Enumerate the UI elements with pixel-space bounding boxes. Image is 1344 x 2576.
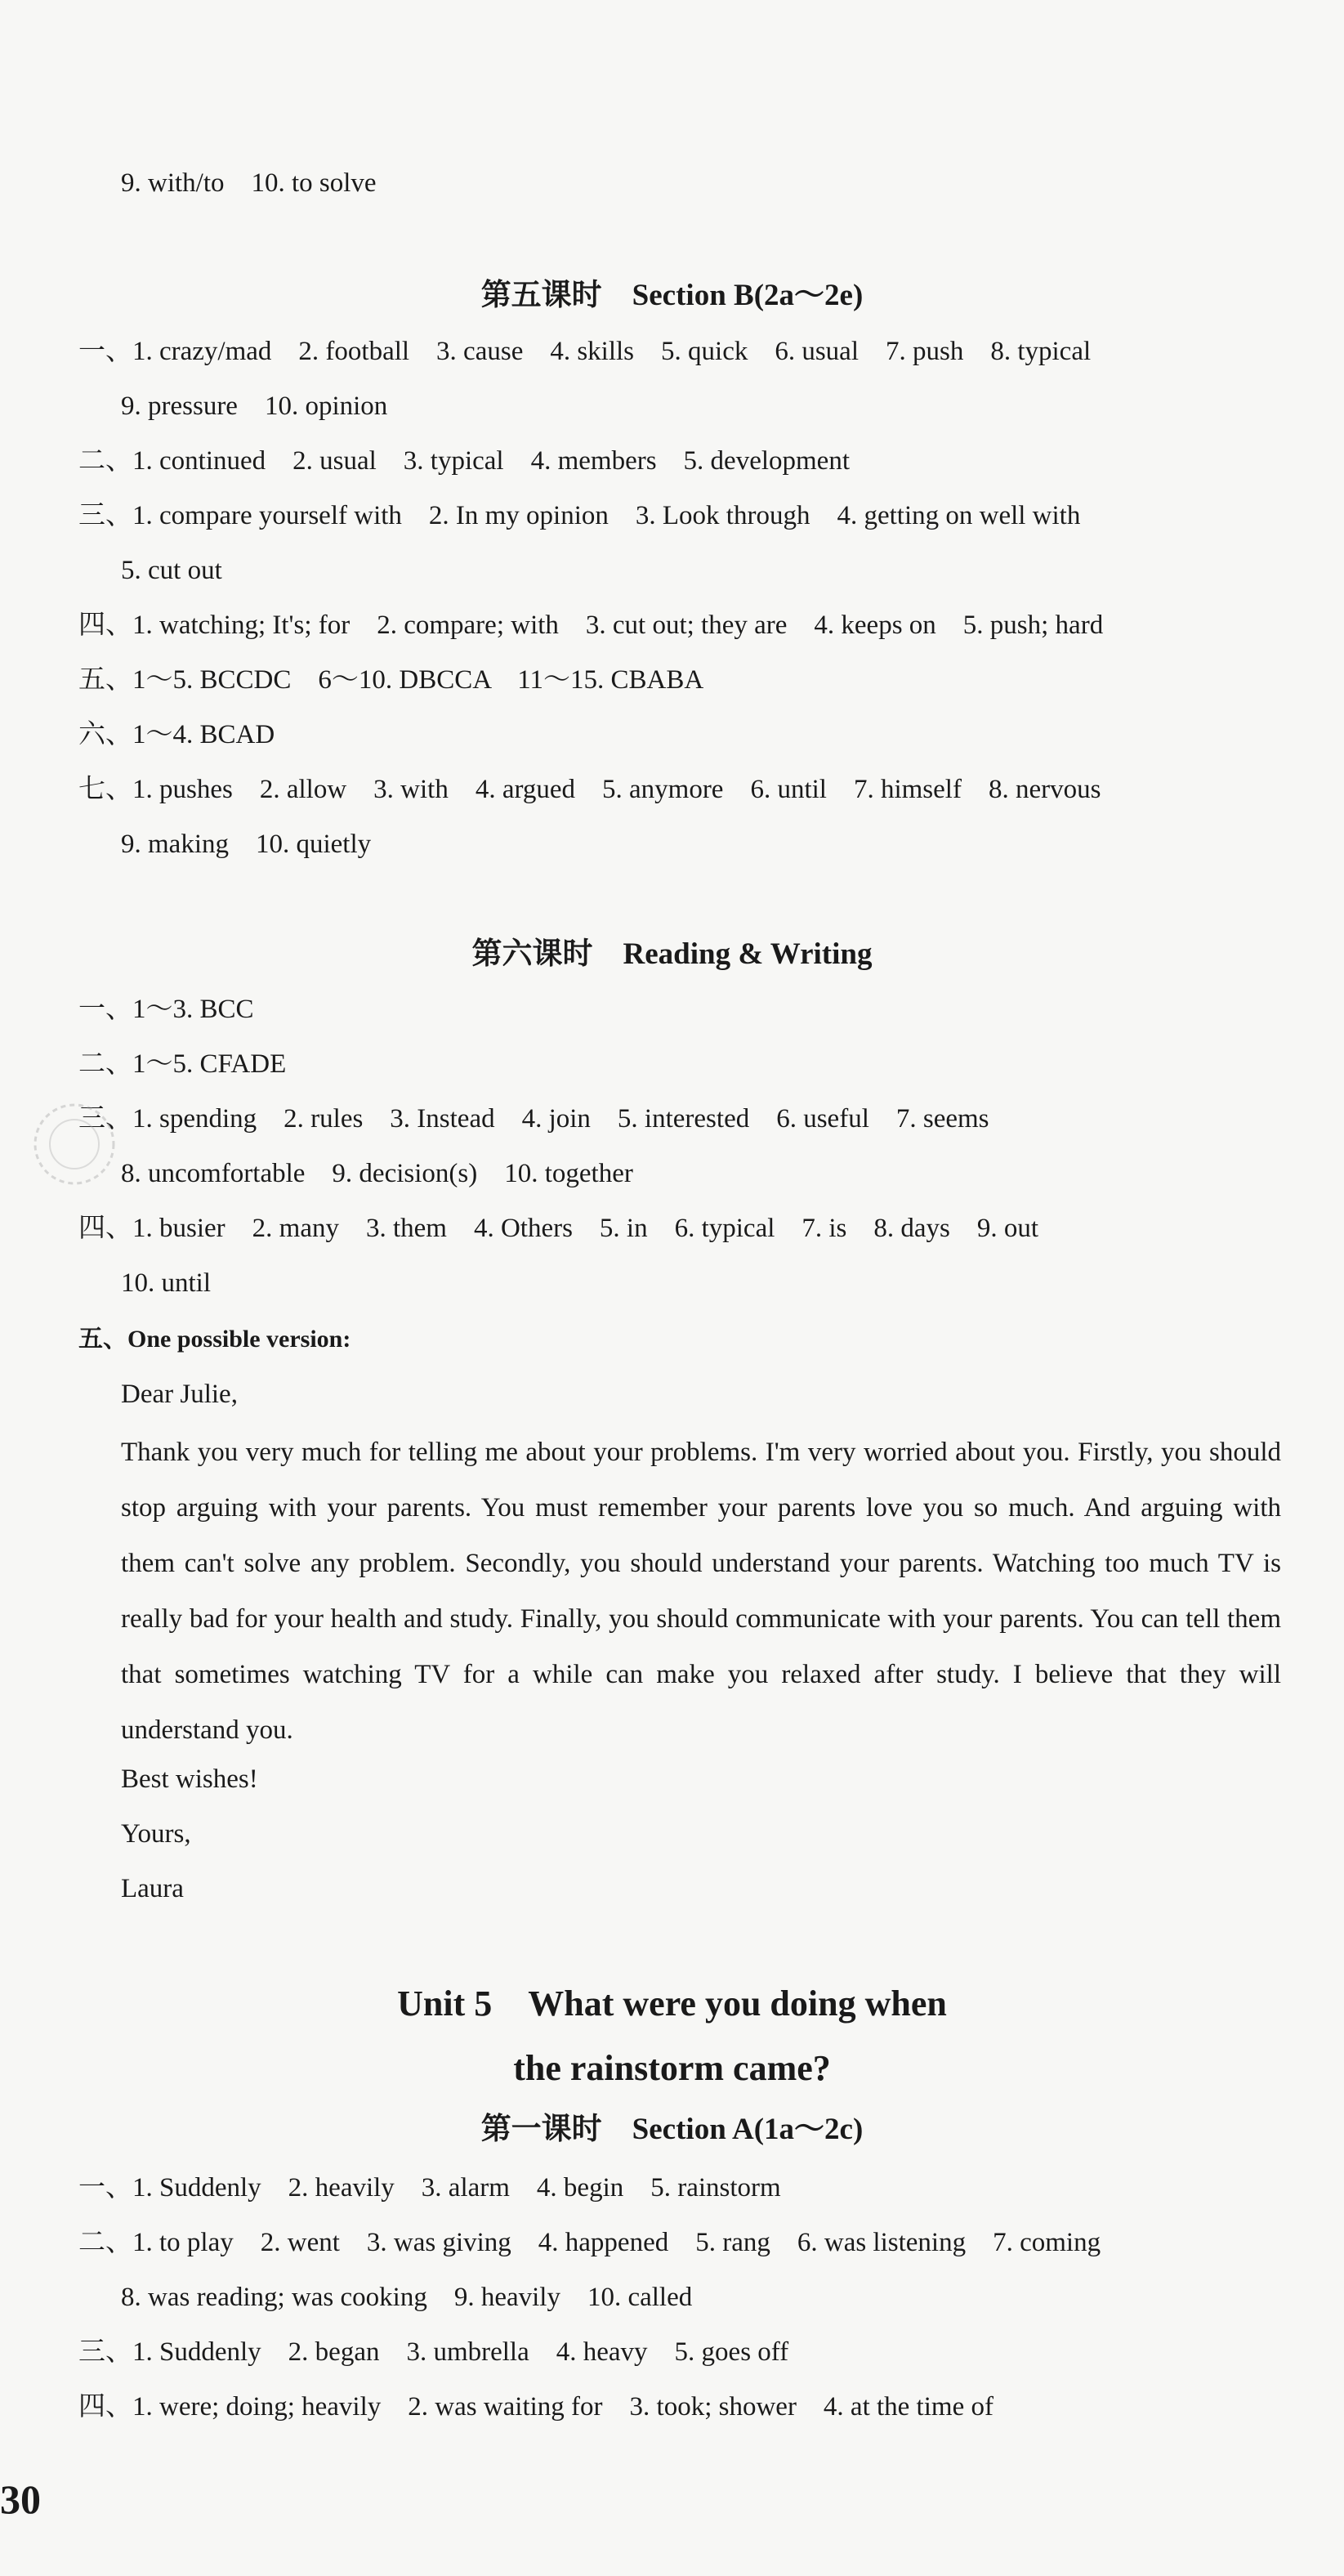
answer-line: 8. was reading; was cooking 9. heavily 10. called [121,2283,693,2312]
answer-line: 四、1. busier 2. many 3. them 4. Others 5. in 6. typical 7. is 8. days 9. out [78,1214,1039,1243]
section-heading: 第一课时 Section A(1a～2c) [480,2113,864,2146]
unit-title: the rainstorm came? [513,2048,831,2088]
answer-line: 一、1～3. BCC [78,995,254,1024]
page-number: 30 [0,2476,41,2522]
answer-line: 四、1. were; doing; heavily 2. was waiting for 3. took; shower 4. at the time of [78,2392,993,2422]
answer-line: 10. until [121,1268,212,1298]
answer-line: 9. pressure 10. opinion [121,391,388,421]
answer-line: 5. cut out [121,556,222,585]
answer-line: 9. making 10. quietly [121,830,372,859]
answer-line: 二、1～5. CFADE [78,1049,287,1079]
answer-line: 9. with/to 10. to solve [121,168,377,198]
answer-line: 三、1. Suddenly 2. began 3. umbrella 4. heavy 5. goes off [78,2337,789,2367]
letter-closing: Best wishes! [121,1764,258,1794]
answer-line: 二、1. continued 2. usual 3. typical 4. members 5. development [78,446,850,476]
answer-line: 一、1. crazy/mad 2. football 3. cause 4. skills 5. quick 6. usual 7. push 8. typical [78,337,1092,366]
answer-line: 五、1～5. BCCDC 6～10. DBCCA 11～15. CBABA [78,665,704,695]
letter-name: Laura [121,1874,184,1903]
letter-sign-off: Yours, [121,1819,191,1849]
answer-line: 三、1. compare yourself with 2. In my opinion 3. Look through 4. getting on well with [78,501,1081,530]
answer-line: 七、1. pushes 2. allow 3. with 4. argued 5. anymore 6. until 7. himself 8. nervous [78,775,1101,804]
answer-line: 三、1. spending 2. rules 3. Instead 4. join 5. interested 6. useful 7. seems [78,1104,989,1134]
answer-line: 一、1. Suddenly 2. heavily 3. alarm 4. begin 5. rainstorm [78,2173,781,2203]
unit-title: Unit 5 What were you doing when [397,1983,947,2024]
letter-salutation: Dear Julie, [121,1380,238,1409]
answer-line: 六、1～4. BCAD [78,720,275,749]
answer-line: 二、1. to play 2. went 3. was giving 4. happened 5. rang 6. was listening 7. coming [78,2228,1101,2257]
stamp-watermark-icon [29,1099,119,1189]
letter-body: Thank you very much for telling me about your problems. I'm very worried about you. Firstly, you should stop arguing with your parents. You must remember your parents love you so much. And arguing with them can't solve any problem. Secondly, you should understand your parents. Watching too much TV is really bad for your health and study. Finally, you should communicate with your parents. You can tell them that sometimes watching TV for a while can make you relaxed after study. I believe that they will understand you. [121,1438,1281,1745]
answer-line: 五、One possible version: [78,1326,351,1353]
section-heading: 第五课时 Section B(2a～2e) [480,279,864,312]
answer-line: 8. uncomfortable 9. decision(s) 10. together [121,1159,633,1188]
section-heading: 第六课时 Reading & Writing [471,937,873,971]
answer-line: 四、1. watching; It's; for 2. compare; with 3. cut out; they are 4. keeps on 5. push; hard [78,610,1104,640]
